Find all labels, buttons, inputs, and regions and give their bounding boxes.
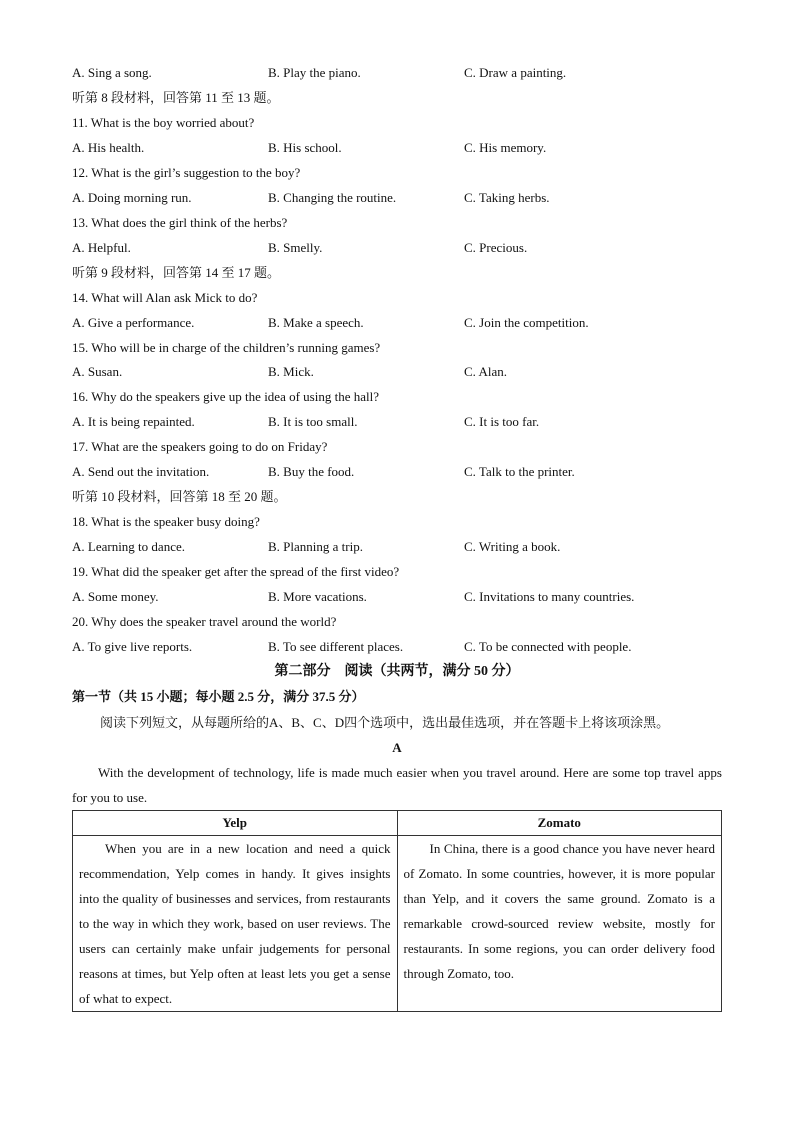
q10-option-a[interactable]: A. Sing a song. — [72, 65, 152, 80]
q17-options — [72, 463, 722, 481]
q17-option-a[interactable]: A. Send out the invitation. — [72, 464, 210, 479]
part-2-title: 第二部分 阅读（共两节，满分 50 分） — [274, 664, 520, 679]
question-20: 20. Why does the speaker travel around the world? — [72, 614, 337, 629]
q20-option-a[interactable]: A. To give live reports. — [72, 639, 193, 654]
q18-option-a[interactable]: A. Learning to dance. — [72, 539, 185, 554]
q12-options — [72, 189, 722, 207]
q11-option-b[interactable]: B. His school. — [268, 140, 342, 155]
q13-option-a[interactable]: A. Helpful. — [72, 240, 131, 255]
q11-option-c[interactable]: C. His memory. — [464, 140, 547, 155]
question-18: 18. What is the speaker busy doing? — [72, 514, 260, 529]
yelp-description: When you are in a new location and need a quick recommendation, Yelp comes in handy. It gives insights into the quality of businesses and services, from restaurants to the way in which they work, based on user reviews. The users can certainly make unfair judgements for personal reasons at times, but Yelp often at least lets you get a sense of what to expect. — [73, 836, 398, 1012]
q15-options — [72, 363, 722, 381]
q20-option-b[interactable]: B. To see different places. — [268, 639, 404, 654]
q19-option-a[interactable]: A. Some money. — [72, 589, 159, 604]
q17-option-b[interactable]: B. Buy the food. — [268, 464, 355, 479]
question-14: 14. What will Alan ask Mick to do? — [72, 290, 258, 305]
question-13: 13. What does the girl think of the herbs? — [72, 215, 288, 230]
q12-option-b[interactable]: B. Changing the routine. — [268, 190, 397, 205]
question-17: 17. What are the speakers going to do on Friday? — [72, 439, 328, 454]
q13-option-b[interactable]: B. Smelly. — [268, 240, 323, 255]
question-11: 11. What is the boy worried about? — [72, 115, 255, 130]
q14-option-c[interactable]: C. Join the competition. — [464, 315, 589, 330]
q10-option-c[interactable]: C. Draw a painting. — [464, 65, 567, 80]
section-10-heading: 听第 10 段材料，回答第 18 至 20 题。 — [72, 489, 287, 504]
q11-option-a[interactable]: A. His health. — [72, 140, 145, 155]
q12-option-c[interactable]: C. Taking herbs. — [464, 190, 550, 205]
q16-option-b[interactable]: B. It is too small. — [268, 414, 358, 429]
travel-apps-table — [72, 810, 722, 1012]
question-12: 12. What is the girl’s suggestion to the boy? — [72, 165, 301, 180]
reading-instruction: 阅读下列短文，从每题所给的A、B、C、D四个选项中，选出最佳选项，并在答题卡上将该项涂黑。 — [100, 715, 670, 730]
q19-option-c[interactable]: C. Invitations to many countries. — [464, 589, 635, 604]
question-15: 15. Who will be in charge of the children’s running games? — [72, 340, 381, 355]
passage-intro: With the development of technology, life is made much easier when you travel around. Here are some top travel apps for you to use. — [72, 765, 722, 805]
q16-options — [72, 413, 722, 431]
q20-options — [72, 638, 722, 656]
section-1-title: 第一节（共 15 小题；每小题 2.5 分，满分 37.5 分） — [72, 689, 365, 704]
q19-options — [72, 588, 722, 606]
q14-options — [72, 314, 722, 332]
q15-option-c[interactable]: C. Alan. — [464, 364, 507, 379]
q13-option-c[interactable]: C. Precious. — [464, 240, 528, 255]
q10-option-b[interactable]: B. Play the piano. — [268, 65, 361, 80]
q18-option-c[interactable]: C. Writing a book. — [464, 539, 561, 554]
q16-option-a[interactable]: A. It is being repainted. — [72, 414, 195, 429]
q18-option-b[interactable]: B. Planning a trip. — [268, 539, 363, 554]
q10-options — [72, 64, 722, 82]
q12-option-a[interactable]: A. Doing morning run. — [72, 190, 192, 205]
q11-options — [72, 139, 722, 157]
question-16: 16. Why do the speakers give up the idea of using the hall? — [72, 389, 379, 404]
q14-option-a[interactable]: A. Give a performance. — [72, 315, 195, 330]
q16-option-c[interactable]: C. It is too far. — [464, 414, 540, 429]
q18-options — [72, 538, 722, 556]
q19-option-b[interactable]: B. More vacations. — [268, 589, 367, 604]
section-9-heading: 听第 9 段材料，回答第 14 至 17 题。 — [72, 265, 281, 280]
passage-label: A — [392, 740, 402, 755]
section-8-heading: 听第 8 段材料，回答第 11 至 13 题。 — [72, 90, 280, 105]
zomato-description: In China, there is a good chance you have never heard of Zomato. In some countries, however, it is more popular than Yelp, and it covers the same ground. Zomato is a remarkable crowd-sourced review website, mostly for restaurants. In some regions, you can order delivery food through Zomato, too. — [397, 836, 722, 1012]
q13-options — [72, 239, 722, 257]
yelp-title: Yelp — [73, 811, 398, 836]
q20-option-c[interactable]: C. To be connected with people. — [464, 639, 632, 654]
q15-option-b[interactable]: B. Mick. — [268, 364, 314, 379]
q15-option-a[interactable]: A. Susan. — [72, 364, 123, 379]
zomato-title: Zomato — [397, 811, 722, 836]
question-19: 19. What did the speaker get after the spread of the first video? — [72, 564, 400, 579]
q17-option-c[interactable]: C. Talk to the printer. — [464, 464, 575, 479]
q14-option-b[interactable]: B. Make a speech. — [268, 315, 364, 330]
